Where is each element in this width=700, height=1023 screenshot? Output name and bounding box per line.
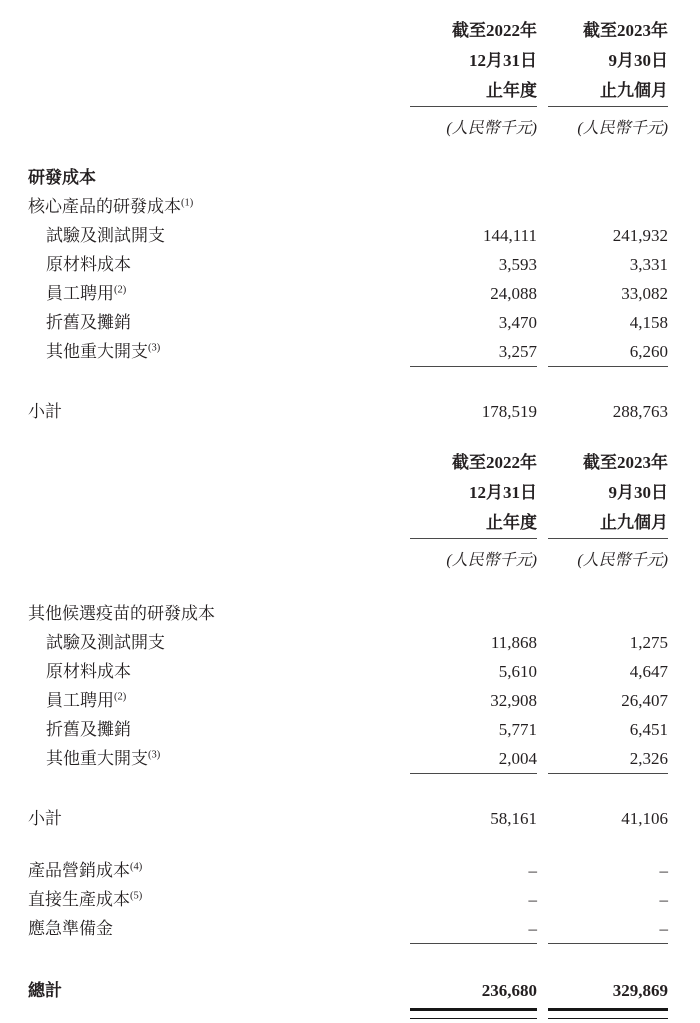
col-2022-period-line-1: 截至2022年 bbox=[452, 21, 537, 40]
subtotal-label: 小計 bbox=[28, 402, 62, 421]
row-label-text: 原材料成本 bbox=[46, 662, 131, 681]
header-period-row bbox=[0, 508, 700, 538]
row-label-text: 產品營銷成本 bbox=[28, 861, 130, 880]
col-2023-period-line-2: 9月30日 bbox=[608, 51, 668, 70]
row-label-text: 其他重大開支 bbox=[46, 749, 148, 768]
table-row bbox=[0, 250, 700, 279]
total-row bbox=[0, 976, 700, 1005]
row-label-text: 試驗及測試開支 bbox=[46, 226, 165, 245]
row-label bbox=[28, 221, 410, 250]
row-label bbox=[28, 856, 410, 885]
table-row bbox=[0, 856, 700, 885]
value-2023: 6,451 bbox=[629, 720, 668, 739]
subtotal-row bbox=[0, 804, 700, 833]
subheading-text: 核心產品的研發成本 bbox=[28, 197, 181, 216]
row-label-text: 原材料成本 bbox=[46, 255, 131, 274]
row-label bbox=[28, 715, 410, 744]
subtotal-2022: 58,161 bbox=[490, 809, 537, 828]
footnote-ref-icon: (5) bbox=[130, 890, 143, 902]
total-double-rule-row bbox=[0, 1008, 700, 1016]
section-core-rd-costs bbox=[0, 163, 700, 426]
value-2023: 4,647 bbox=[629, 662, 668, 681]
header-period-row bbox=[0, 478, 700, 508]
header-unit-row bbox=[0, 113, 700, 145]
row-label-text: 試驗及測試開支 bbox=[46, 633, 165, 652]
col-2023-unit: (人民幣千元) bbox=[577, 120, 668, 137]
row-label-text: 員工聘用 bbox=[46, 691, 114, 710]
total-label: 總計 bbox=[28, 981, 62, 1000]
col-2022-period-line-2: 12月31日 bbox=[469, 51, 537, 70]
header-period-row bbox=[0, 448, 700, 478]
subtotal-2023: 41,106 bbox=[621, 809, 668, 828]
row-label bbox=[28, 744, 410, 773]
section-rule-row bbox=[0, 943, 700, 950]
col-2023-header-rule bbox=[548, 106, 668, 107]
table-row bbox=[0, 279, 700, 308]
row-label-text: 直接生產成本 bbox=[28, 890, 130, 909]
row-label bbox=[28, 686, 410, 715]
row-label bbox=[28, 914, 410, 943]
section-heading-row bbox=[0, 599, 700, 628]
footnote-ref-icon: (2) bbox=[114, 284, 127, 296]
value-2023: 3,331 bbox=[629, 255, 668, 274]
table-row bbox=[0, 657, 700, 686]
col-2023-section-rule bbox=[548, 943, 668, 944]
value-2023: – bbox=[659, 919, 668, 938]
table-row bbox=[0, 337, 700, 366]
column-header-block-2 bbox=[0, 448, 700, 577]
value-2022: 32,908 bbox=[490, 691, 537, 710]
col-2023-period-line-3: 止九個月 bbox=[600, 81, 668, 100]
value-2023: 26,407 bbox=[621, 691, 668, 710]
value-2023: 2,326 bbox=[629, 749, 668, 768]
col-2023-header-rule bbox=[548, 538, 668, 539]
row-label bbox=[28, 885, 410, 914]
col-2022-section-rule bbox=[410, 943, 537, 944]
value-2023: 33,082 bbox=[621, 284, 668, 303]
table-row bbox=[0, 914, 700, 943]
col-2023-unit: (人民幣千元) bbox=[577, 552, 668, 569]
table-row bbox=[0, 744, 700, 773]
section-other-rd-costs bbox=[0, 599, 700, 833]
col-2022-period-line-1: 截至2022年 bbox=[452, 453, 537, 472]
col-2023-section-rule bbox=[548, 773, 668, 774]
col-2022-period-line-3: 止年度 bbox=[486, 81, 537, 100]
col-2022-unit: (人民幣千元) bbox=[446, 120, 537, 137]
row-label bbox=[28, 657, 410, 686]
section-rule-row bbox=[0, 366, 700, 373]
col-2022-section-rule bbox=[410, 773, 537, 774]
table-row bbox=[0, 221, 700, 250]
row-label bbox=[28, 337, 410, 366]
value-2022: 2,004 bbox=[498, 749, 537, 768]
subtotal-row bbox=[0, 397, 700, 426]
value-2022: 5,771 bbox=[498, 720, 537, 739]
header-rule-row bbox=[0, 106, 700, 113]
table-row bbox=[0, 308, 700, 337]
value-2023: – bbox=[659, 890, 668, 909]
value-2023: 241,932 bbox=[612, 226, 668, 245]
row-label bbox=[28, 250, 410, 279]
value-2023: 6,260 bbox=[629, 342, 668, 361]
section-heading: 其他候選疫苗的研發成本 bbox=[28, 604, 215, 623]
value-2022: – bbox=[528, 919, 537, 938]
footnote-ref-icon: (3) bbox=[148, 342, 161, 354]
footnote-ref-icon: (4) bbox=[130, 861, 143, 873]
subtotal-2023: 288,763 bbox=[612, 402, 668, 421]
header-unit-row bbox=[0, 545, 700, 577]
total-2022: 236,680 bbox=[481, 981, 537, 1000]
col-2023-period-line-3: 止九個月 bbox=[600, 513, 668, 532]
col-2022-section-rule bbox=[410, 366, 537, 367]
value-2022: 144,111 bbox=[483, 226, 537, 245]
col-2023-total-rule bbox=[548, 1008, 668, 1019]
table-row bbox=[0, 628, 700, 657]
table-row bbox=[0, 715, 700, 744]
col-2023-period-line-2: 9月30日 bbox=[608, 483, 668, 502]
value-2022: – bbox=[528, 861, 537, 880]
value-2023: – bbox=[659, 861, 668, 880]
col-2023-period-line-1: 截至2023年 bbox=[583, 453, 668, 472]
value-2023: 4,158 bbox=[629, 313, 668, 332]
value-2022: 5,610 bbox=[498, 662, 537, 681]
row-label-text: 折舊及攤銷 bbox=[46, 720, 131, 739]
subtotal-2022: 178,519 bbox=[481, 402, 537, 421]
col-2022-total-rule bbox=[410, 1008, 537, 1019]
footnote-ref-icon: (1) bbox=[181, 197, 194, 209]
col-2023-section-rule bbox=[548, 366, 668, 367]
value-2023: 1,275 bbox=[629, 633, 668, 652]
table-row bbox=[0, 686, 700, 715]
row-label-text: 其他重大開支 bbox=[46, 342, 148, 361]
value-2022: – bbox=[528, 890, 537, 909]
value-2022: 3,257 bbox=[498, 342, 537, 361]
row-label bbox=[28, 628, 410, 657]
header-period-row bbox=[0, 76, 700, 106]
footnote-ref-icon: (3) bbox=[148, 749, 161, 761]
table-row bbox=[0, 885, 700, 914]
value-2022: 11,868 bbox=[490, 633, 537, 652]
col-2022-period-line-2: 12月31日 bbox=[469, 483, 537, 502]
column-header-block-1 bbox=[0, 0, 700, 145]
footnote-ref-icon: (2) bbox=[114, 691, 127, 703]
col-2023-period-line-1: 截至2023年 bbox=[583, 21, 668, 40]
row-label bbox=[28, 308, 410, 337]
value-2022: 3,470 bbox=[498, 313, 537, 332]
section-subheading bbox=[28, 192, 410, 221]
section-heading: 研發成本 bbox=[28, 168, 96, 187]
total-2023: 329,869 bbox=[612, 981, 668, 1000]
value-2022: 3,593 bbox=[498, 255, 537, 274]
section-extra-costs bbox=[0, 856, 700, 950]
header-period-row bbox=[0, 16, 700, 46]
section-rule-row bbox=[0, 773, 700, 780]
header-period-row bbox=[0, 46, 700, 76]
grand-total-block bbox=[0, 976, 700, 1016]
col-2022-header-rule bbox=[410, 538, 537, 539]
row-label bbox=[28, 279, 410, 308]
section-subheading-row bbox=[0, 192, 700, 221]
col-2022-unit: (人民幣千元) bbox=[446, 552, 537, 569]
row-label-text: 應急準備金 bbox=[28, 919, 113, 938]
row-label-text: 員工聘用 bbox=[46, 284, 114, 303]
col-2022-header-rule bbox=[410, 106, 537, 107]
header-rule-row bbox=[0, 538, 700, 545]
section-heading-row bbox=[0, 163, 700, 192]
col-2022-period-line-3: 止年度 bbox=[486, 513, 537, 532]
value-2022: 24,088 bbox=[490, 284, 537, 303]
row-label-text: 折舊及攤銷 bbox=[46, 313, 131, 332]
subtotal-label: 小計 bbox=[28, 809, 62, 828]
